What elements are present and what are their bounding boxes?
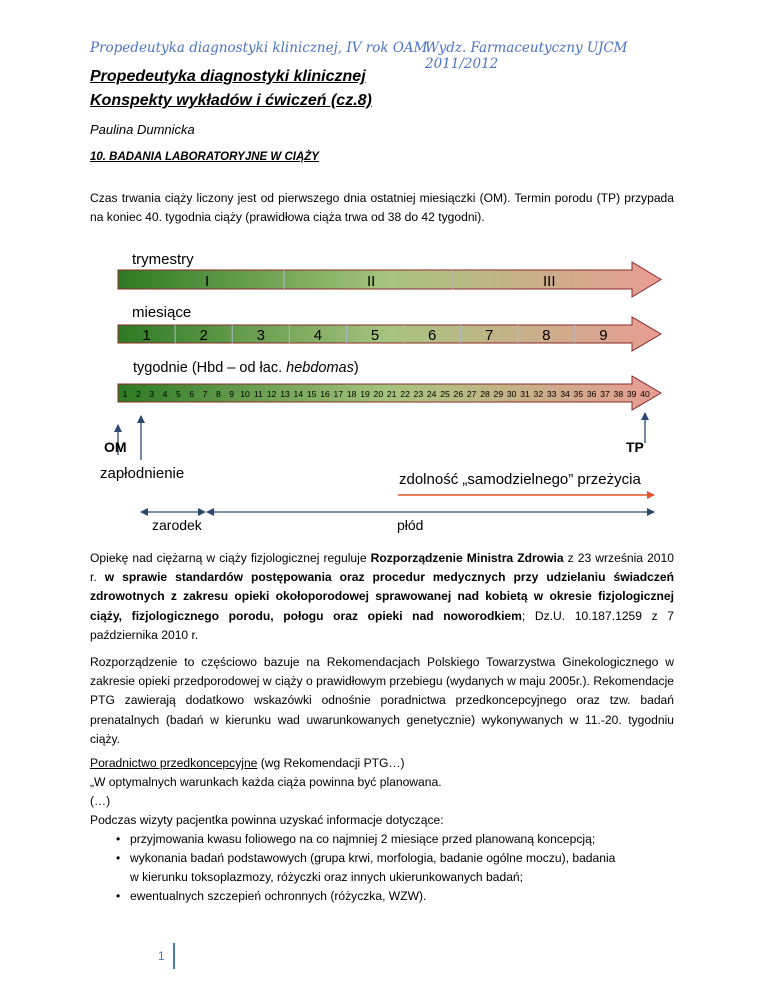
week-9: 9: [229, 389, 235, 399]
list-item-continuation: w kierunku toksoplazmozy, różyczki oraz innych ukierunkowanych badań;: [130, 870, 524, 884]
survival-label: zdolność „samodzielnego” przeżycia: [399, 471, 641, 488]
fetus-label: płód: [397, 517, 424, 533]
tp-label: TP: [626, 439, 644, 455]
trimesters-label: trymestry: [132, 251, 194, 268]
week-35: 35: [573, 389, 584, 399]
week-10: 10: [240, 389, 250, 399]
month-9: 9: [599, 327, 608, 344]
week-5: 5: [175, 389, 181, 399]
week-2: 2: [135, 389, 141, 399]
weeks-label: tygodnie (Hbd – od łac. hebdomas): [133, 360, 359, 376]
header-left: Propedeutyka diagnostyki klinicznej, IV rok OAM: [90, 40, 428, 56]
list-item: • ewentualnych szczepień ochronnych (różyczka, WZW).: [116, 889, 427, 903]
document-title: Propedeutyka diagnostyki klinicznej: [90, 68, 366, 85]
month-7: 7: [485, 327, 494, 344]
week-15: 15: [306, 389, 317, 399]
month-5: 5: [370, 327, 380, 344]
author: Paulina Dumnicka: [90, 122, 195, 137]
week-26: 26: [453, 389, 464, 399]
week-22: 22: [400, 389, 410, 399]
document-subtitle: Konspekty wykładów i ćwiczeń (cz.8): [90, 92, 372, 109]
week-7: 7: [202, 389, 208, 399]
week-13: 13: [280, 389, 290, 399]
counseling-heading-line: Poradnictwo przedkoncepcyjne (wg Rekomendacji PTG…): [90, 756, 405, 770]
counseling-heading: Poradnictwo przedkoncepcyjne: [90, 756, 258, 770]
week-31: 31: [520, 389, 530, 399]
trimester-1: I: [205, 273, 210, 290]
week-16: 16: [320, 389, 330, 399]
week-17: 17: [333, 389, 344, 399]
embryo-label: zarodek: [152, 517, 202, 533]
trimester-2: II: [367, 273, 376, 290]
trimester-3: III: [543, 273, 556, 290]
week-24: 24: [426, 389, 437, 399]
week-19: 19: [360, 389, 370, 399]
months-label: miesiące: [132, 304, 192, 321]
week-37: 37: [600, 389, 610, 399]
week-1: 1: [122, 389, 128, 399]
week-28: 28: [480, 389, 490, 399]
week-3: 3: [149, 389, 155, 399]
week-40: 40: [640, 389, 650, 399]
regulation-paragraph: Opiekę nad ciężarną w ciąży fizjologicznej reguluje Rozporządzenie Ministra Zdrowia z 23 września 2010 r. w sprawie standardów postępowania oraz procedur medycznych przy udzielaniu świadczeń zdrowotnych z zakresu opieki okołoporodowej sprawowanej nad kobietą w okresie fizjologicznej ciąży, fizjologicznego porodu, połogu oraz opieki nad noworodkiem; Dz.U. 10.187.1259 z 7 października 2010 r.: [90, 551, 675, 642]
month-1: 1: [142, 327, 151, 344]
week-20: 20: [373, 389, 384, 399]
week-23: 23: [413, 389, 424, 399]
week-34: 34: [560, 389, 570, 399]
trimesters-arrow: [118, 262, 661, 297]
week-21: 21: [386, 389, 397, 399]
counseling-ellipsis: (…): [90, 794, 111, 808]
list-item: • wykonania badań podstawowych (grupa krwi, morfologia, badanie ogólne moczu), badania: [116, 851, 616, 865]
header-right: Wydz. Farmaceutyczny UJCM 2011/2012: [425, 40, 628, 72]
week-12: 12: [266, 389, 277, 399]
week-33: 33: [546, 389, 557, 399]
month-6: 6: [427, 327, 437, 344]
om-label: OM: [104, 439, 127, 455]
week-14: 14: [293, 389, 304, 399]
month-2: 2: [199, 327, 208, 344]
week-4: 4: [162, 389, 168, 399]
month-3: 3: [256, 327, 265, 344]
page-number-bar: [173, 943, 175, 969]
week-25: 25: [440, 389, 450, 399]
week-39: 39: [626, 389, 637, 399]
month-4: 4: [313, 327, 323, 344]
week-29: 29: [493, 389, 504, 399]
week-30: 30: [506, 389, 517, 399]
section-heading: 10. BADANIA LABORATORYJNE W CIĄŻY: [90, 151, 319, 163]
week-38: 38: [613, 389, 624, 399]
fertilization-label: zapłodnienie: [100, 465, 185, 482]
week-11: 11: [253, 389, 263, 399]
counseling-intro: Podczas wizyty pacjentka powinna uzyskać informacje dotyczące:: [90, 813, 444, 827]
week-36: 36: [586, 389, 597, 399]
page-number: 1: [158, 949, 165, 963]
counseling-section: [90, 754, 690, 906]
week-8: 8: [215, 389, 221, 399]
week-18: 18: [346, 389, 357, 399]
recommendations-paragraph: Rozporządzenie to częściowo bazuje na Rekomendacjach Polskiego Towarzystwa Ginekologicznego w zakresie opieki przedporodowej w ciąży o prawidłowym przebiegu (wydanych w maju 2005r.). Rekomendacje PTG zawierają dodatkowo wskazówki odnośnie poradnictwa przedkoncepcyjnego oraz tzw. badań prenatalnych (badań w kierunku wad uwarunkowanych genetycznie) wykonywanych w 11.-20. tygodniu ciąży.: [90, 655, 674, 746]
counseling-quote: „W optymalnych warunkach każda ciąża powinna być planowana.: [90, 775, 442, 789]
list-item: • przyjmowania kwasu foliowego na co najmniej 2 miesiące przed planowaną koncepcją;: [116, 832, 596, 846]
week-32: 32: [533, 389, 544, 399]
week-27: 27: [466, 389, 477, 399]
intro-paragraph: Czas trwania ciąży liczony jest od pierwszego dnia ostatniej miesiączki (OM). Termin porodu (TP) przypada na koniec 40. tygodnia ciąży (prawidłowa ciąża trwa od 38 do 42 tygodni).: [90, 191, 674, 225]
month-8: 8: [542, 327, 551, 344]
week-6: 6: [189, 389, 195, 399]
